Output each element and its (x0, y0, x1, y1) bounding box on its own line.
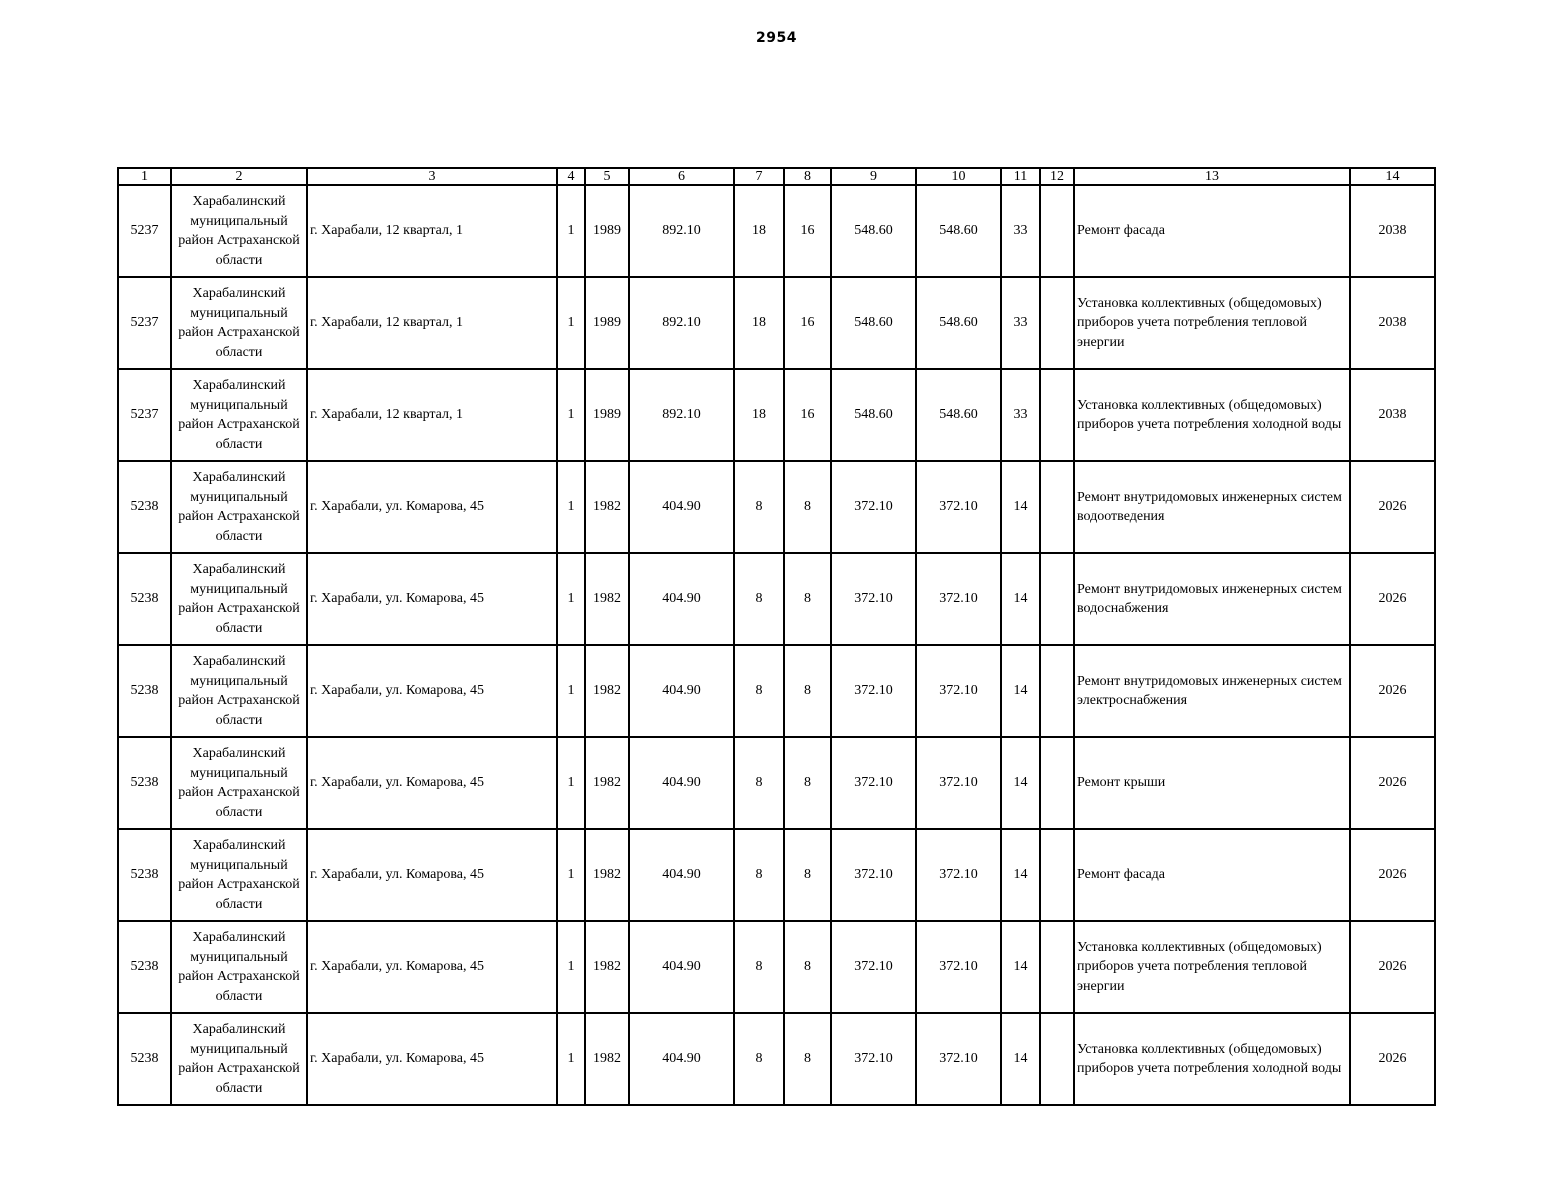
table-header (118, 168, 1435, 185)
record-id-cell: 5237 (118, 185, 171, 277)
column-11-cell: 33 (1001, 277, 1040, 369)
column-7-cell: 18 (734, 277, 784, 369)
column-header: 2 (171, 168, 307, 185)
column-4-cell: 1 (557, 645, 585, 737)
column-12-cell (1040, 921, 1074, 1013)
build-year-cell: 1982 (585, 461, 629, 553)
planned-year-cell: 2038 (1350, 369, 1435, 461)
column-6-cell: 404.90 (629, 461, 734, 553)
column-header: 10 (916, 168, 1001, 185)
column-10-cell: 548.60 (916, 277, 1001, 369)
column-9-cell: 548.60 (831, 277, 916, 369)
record-id-cell: 5238 (118, 737, 171, 829)
build-year-cell: 1989 (585, 185, 629, 277)
work-type-cell: Ремонт внутридомовых инженерных систем электроснабжения (1074, 645, 1350, 737)
address-cell: г. Харабали, ул. Комарова, 45 (307, 461, 557, 553)
work-type-cell: Ремонт фасада (1074, 185, 1350, 277)
district-cell: Харабалинский муниципальный район Астраханской области (171, 553, 307, 645)
column-11-cell: 14 (1001, 737, 1040, 829)
build-year-cell: 1982 (585, 737, 629, 829)
build-year-cell: 1982 (585, 829, 629, 921)
column-10-cell: 548.60 (916, 369, 1001, 461)
column-8-cell: 8 (784, 921, 831, 1013)
address-cell: г. Харабали, 12 квартал, 1 (307, 369, 557, 461)
table-row (118, 553, 1435, 645)
column-9-cell: 548.60 (831, 185, 916, 277)
table-row (118, 461, 1435, 553)
district-cell: Харабалинский муниципальный район Астраханской области (171, 645, 307, 737)
planned-year-cell: 2026 (1350, 461, 1435, 553)
build-year-cell: 1989 (585, 277, 629, 369)
column-12-cell (1040, 369, 1074, 461)
work-type-cell: Ремонт крыши (1074, 737, 1350, 829)
column-10-cell: 372.10 (916, 553, 1001, 645)
record-id-cell: 5238 (118, 829, 171, 921)
column-9-cell: 548.60 (831, 369, 916, 461)
column-7-cell: 8 (734, 553, 784, 645)
address-cell: г. Харабали, 12 квартал, 1 (307, 185, 557, 277)
column-6-cell: 404.90 (629, 737, 734, 829)
column-11-cell: 14 (1001, 1013, 1040, 1105)
column-header: 1 (118, 168, 171, 185)
district-cell: Харабалинский муниципальный район Астраханской области (171, 737, 307, 829)
column-4-cell: 1 (557, 277, 585, 369)
column-12-cell (1040, 277, 1074, 369)
column-10-cell: 372.10 (916, 737, 1001, 829)
column-4-cell: 1 (557, 553, 585, 645)
column-7-cell: 8 (734, 645, 784, 737)
column-12-cell (1040, 553, 1074, 645)
record-id-cell: 5237 (118, 369, 171, 461)
column-10-cell: 372.10 (916, 1013, 1001, 1105)
planned-year-cell: 2026 (1350, 737, 1435, 829)
column-9-cell: 372.10 (831, 1013, 916, 1105)
column-12-cell (1040, 829, 1074, 921)
column-8-cell: 8 (784, 461, 831, 553)
column-10-cell: 372.10 (916, 461, 1001, 553)
record-id-cell: 5238 (118, 553, 171, 645)
district-cell: Харабалинский муниципальный район Астраханской области (171, 829, 307, 921)
column-number-row (118, 168, 1435, 185)
column-8-cell: 8 (784, 645, 831, 737)
column-8-cell: 8 (784, 829, 831, 921)
column-8-cell: 8 (784, 553, 831, 645)
district-cell: Харабалинский муниципальный район Астраханской области (171, 921, 307, 1013)
column-6-cell: 892.10 (629, 277, 734, 369)
column-header: 11 (1001, 168, 1040, 185)
column-9-cell: 372.10 (831, 645, 916, 737)
column-7-cell: 8 (734, 829, 784, 921)
column-7-cell: 8 (734, 1013, 784, 1105)
address-cell: г. Харабали, 12 квартал, 1 (307, 277, 557, 369)
work-type-cell: Установка коллективных (общедомовых) приборов учета потребления холодной воды (1074, 1013, 1350, 1105)
planned-year-cell: 2026 (1350, 921, 1435, 1013)
column-12-cell (1040, 185, 1074, 277)
planned-year-cell: 2026 (1350, 645, 1435, 737)
planned-year-cell: 2026 (1350, 1013, 1435, 1105)
build-year-cell: 1982 (585, 1013, 629, 1105)
column-8-cell: 16 (784, 185, 831, 277)
column-4-cell: 1 (557, 1013, 585, 1105)
planned-year-cell: 2038 (1350, 185, 1435, 277)
column-7-cell: 8 (734, 921, 784, 1013)
work-type-cell: Установка коллективных (общедомовых) приборов учета потребления холодной воды (1074, 369, 1350, 461)
table-row (118, 737, 1435, 829)
column-4-cell: 1 (557, 829, 585, 921)
column-12-cell (1040, 645, 1074, 737)
planned-year-cell: 2026 (1350, 553, 1435, 645)
address-cell: г. Харабали, ул. Комарова, 45 (307, 553, 557, 645)
column-10-cell: 372.10 (916, 645, 1001, 737)
planned-year-cell: 2026 (1350, 829, 1435, 921)
record-id-cell: 5238 (118, 461, 171, 553)
column-4-cell: 1 (557, 185, 585, 277)
work-type-cell: Ремонт фасада (1074, 829, 1350, 921)
column-10-cell: 372.10 (916, 829, 1001, 921)
planned-year-cell: 2038 (1350, 277, 1435, 369)
column-4-cell: 1 (557, 461, 585, 553)
column-header: 13 (1074, 168, 1350, 185)
column-header: 9 (831, 168, 916, 185)
column-11-cell: 33 (1001, 185, 1040, 277)
district-cell: Харабалинский муниципальный район Астраханской области (171, 185, 307, 277)
column-9-cell: 372.10 (831, 829, 916, 921)
district-cell: Харабалинский муниципальный район Астраханской области (171, 369, 307, 461)
column-9-cell: 372.10 (831, 921, 916, 1013)
address-cell: г. Харабали, ул. Комарова, 45 (307, 737, 557, 829)
column-10-cell: 548.60 (916, 185, 1001, 277)
table-body (118, 185, 1435, 1105)
column-6-cell: 892.10 (629, 185, 734, 277)
column-4-cell: 1 (557, 369, 585, 461)
column-12-cell (1040, 1013, 1074, 1105)
build-year-cell: 1989 (585, 369, 629, 461)
table-row (118, 369, 1435, 461)
column-6-cell: 404.90 (629, 645, 734, 737)
page-number: 2954 (756, 30, 797, 46)
column-7-cell: 18 (734, 185, 784, 277)
column-header: 3 (307, 168, 557, 185)
work-type-cell: Ремонт внутридомовых инженерных систем водоснабжения (1074, 553, 1350, 645)
build-year-cell: 1982 (585, 645, 629, 737)
record-id-cell: 5238 (118, 645, 171, 737)
address-cell: г. Харабали, ул. Комарова, 45 (307, 921, 557, 1013)
build-year-cell: 1982 (585, 921, 629, 1013)
table-row (118, 1013, 1435, 1105)
column-7-cell: 8 (734, 737, 784, 829)
address-cell: г. Харабали, ул. Комарова, 45 (307, 645, 557, 737)
table-row (118, 185, 1435, 277)
column-6-cell: 404.90 (629, 921, 734, 1013)
table-row (118, 645, 1435, 737)
column-header: 7 (734, 168, 784, 185)
column-8-cell: 16 (784, 369, 831, 461)
table-row (118, 921, 1435, 1013)
column-11-cell: 14 (1001, 553, 1040, 645)
column-10-cell: 372.10 (916, 921, 1001, 1013)
address-cell: г. Харабали, ул. Комарова, 45 (307, 1013, 557, 1105)
column-6-cell: 404.90 (629, 1013, 734, 1105)
column-9-cell: 372.10 (831, 737, 916, 829)
column-4-cell: 1 (557, 921, 585, 1013)
table-row (118, 829, 1435, 921)
work-type-cell: Установка коллективных (общедомовых) приборов учета потребления тепловой энергии (1074, 277, 1350, 369)
column-6-cell: 404.90 (629, 829, 734, 921)
column-9-cell: 372.10 (831, 461, 916, 553)
district-cell: Харабалинский муниципальный район Астраханской области (171, 277, 307, 369)
column-11-cell: 33 (1001, 369, 1040, 461)
district-cell: Харабалинский муниципальный район Астраханской области (171, 461, 307, 553)
work-type-cell: Ремонт внутридомовых инженерных систем водоотведения (1074, 461, 1350, 553)
column-8-cell: 16 (784, 277, 831, 369)
column-12-cell (1040, 461, 1074, 553)
column-header: 6 (629, 168, 734, 185)
column-8-cell: 8 (784, 737, 831, 829)
column-header: 4 (557, 168, 585, 185)
column-header: 12 (1040, 168, 1074, 185)
column-7-cell: 18 (734, 369, 784, 461)
record-id-cell: 5237 (118, 277, 171, 369)
column-8-cell: 8 (784, 1013, 831, 1105)
column-4-cell: 1 (557, 737, 585, 829)
column-header: 8 (784, 168, 831, 185)
column-6-cell: 404.90 (629, 553, 734, 645)
column-11-cell: 14 (1001, 461, 1040, 553)
column-header: 5 (585, 168, 629, 185)
address-cell: г. Харабали, ул. Комарова, 45 (307, 829, 557, 921)
column-9-cell: 372.10 (831, 553, 916, 645)
housing-register-table (117, 167, 1436, 1106)
record-id-cell: 5238 (118, 921, 171, 1013)
column-6-cell: 892.10 (629, 369, 734, 461)
district-cell: Харабалинский муниципальный район Астраханской области (171, 1013, 307, 1105)
build-year-cell: 1982 (585, 553, 629, 645)
column-11-cell: 14 (1001, 645, 1040, 737)
column-12-cell (1040, 737, 1074, 829)
column-11-cell: 14 (1001, 921, 1040, 1013)
column-11-cell: 14 (1001, 829, 1040, 921)
record-id-cell: 5238 (118, 1013, 171, 1105)
column-7-cell: 8 (734, 461, 784, 553)
table-row (118, 277, 1435, 369)
column-header: 14 (1350, 168, 1435, 185)
work-type-cell: Установка коллективных (общедомовых) приборов учета потребления тепловой энергии (1074, 921, 1350, 1013)
